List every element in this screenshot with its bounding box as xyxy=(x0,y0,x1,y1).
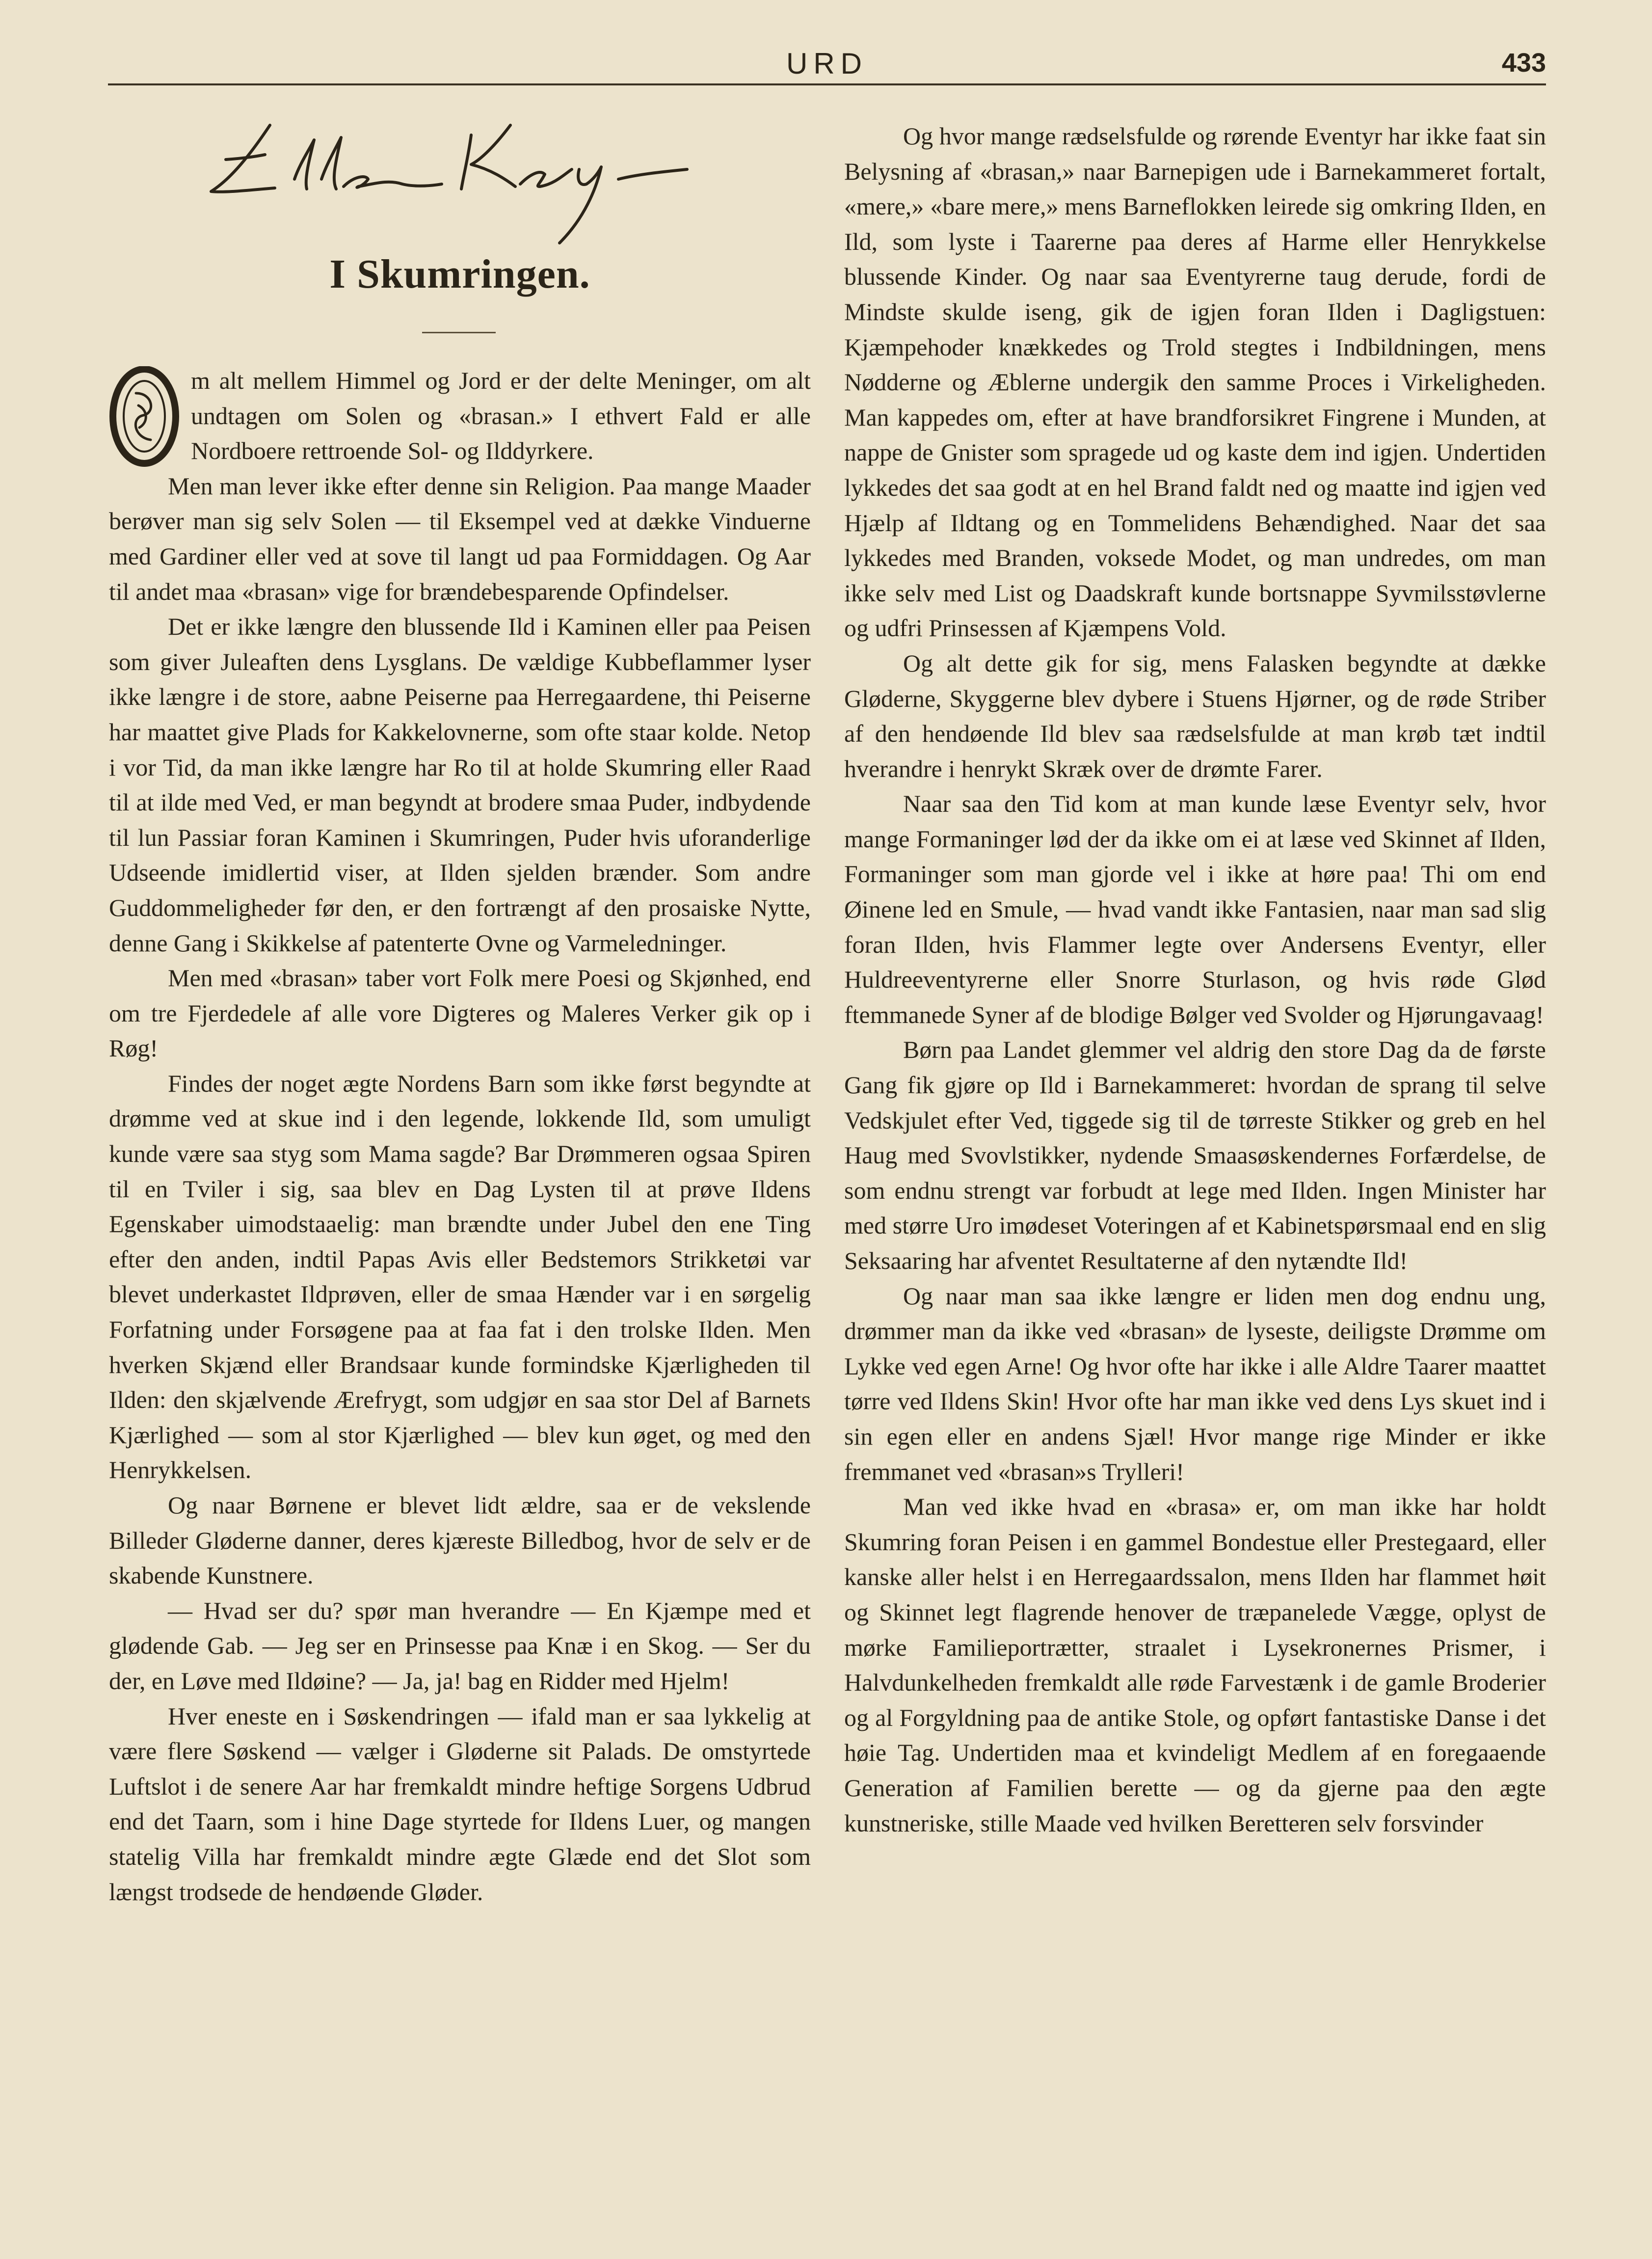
paragraph xyxy=(109,363,811,469)
signature-handwriting-icon xyxy=(196,106,712,248)
page-number: 433 xyxy=(1501,48,1546,78)
article-title: I Skumringen. xyxy=(329,251,590,297)
paragraph: Men med «brasan» taber vort Folk mere Poesi og Skjønhed, end om tre Fjerdedele af alle vore Digteres og Maleres Verker gik op i Røg! xyxy=(109,964,811,1062)
title-divider xyxy=(422,332,496,333)
paragraph: Hver eneste en i Søskendringen — ifald man er saa lykkelig at være flere Søskend — vælger i Gløderne sit Palads. De omstyrtede Luftslot i de senere Aar har fremkaldt mindre heftige Sorgens Udbrud end det Taarn, som i hine Dage styrtede for Ildens Luer, og mangen statelig Villa har fremkaldt mindre ægte Glæde end det Slot som længst trodsede de hendøende Gløder. xyxy=(109,1702,811,1906)
paragraph: Og naar Børnene er blevet lidt ældre, saa er de vekslende Billeder Gløderne danner, deres kjæreste Billedbog, hvor de selv er de skabende Kunstnere. xyxy=(109,1491,811,1589)
drop-cap-o-icon xyxy=(109,366,180,467)
paragraph: Børn paa Landet glemmer vel aldrig den store Dag da de første Gang fik gjøre op Ild i Barnekammeret: hvordan de sprang til selve Vedskjulet efter Ved, tiggede sig til de tørreste Stikker og greb en hel Haug med Svovlstikker, nydende Smaasøskendernes Forfærdelse, de som endnu strengt var forbudt at lege med Ilden. Ingen Minister har med større Uro imødeset Voteringen af et Kabinetspørsmaal end en slig Seksaaring har afventet Resultaterne af den nytændte Ild! xyxy=(844,1036,1546,1274)
paragraph-text: m alt mellem Himmel og Jord er der delte Meninger, om alt undtagen om Solen og «brasan.» I ethvert Fald er alle Nordboere rettroende Sol- og Ilddyrkere. xyxy=(191,367,811,465)
paragraph: Og hvor mange rædselsfulde og rørende Eventyr har ikke faat sin Belysning af «brasan,» naar Barnepigen ude i Barnekammeret fortalt, «mere,» «bare mere,» mens Barneflokken leirede sig omkring Ilden, en Ild, som lyste i Taarerne paa deres af Harme eller Henrykkelse blussende Kinder. Og naar saa Eventyrerne taug derude, fordi de Mindste skulde iseng, gik de igjen foran Ilden i Dagligstuen: Kjæmpehoder knækkedes og Trold stegtes i Indbildningen, mens Nødderne og Æblerne undergik den samme Proces i Virkeligheden. Man kappedes om, efter at have brandforsikret Fingrene i Munden, at nappe de Gnister som spragede ud og kaste dem ind igjen. Undertiden lykkedes det saa godt at en hel Brand faldt ned og maatte ind igjen ved Hjælp af Ildtang og en Tommelidens Behændighed. Naar det saa lykkedes med Branden, voksede Modet, og man undredes, om man ikke selv med List og Daadskraft kunde bortsnappe Syvmilsstøvlerne og udfri Prinsessen af Kjæmpens Vold. xyxy=(844,122,1546,642)
paragraph: Man ved ikke hvad en «brasa» er, om man ikke har holdt Skumring foran Peisen i en gammel Bondestue eller Prestegaard, eller kanske aller helst i en Herregaardssalon, mens Ilden har flammet høit og Skinnet legt flagrende henover de træpanelede Vægge, oplyst de mørke Familieportrætter, straalet i Lysekronernes Prismer, i Halvdunkelheden fremkaldt alle røde Farvestænk i de gamle Broderier og al Forgyldning paa de antike Stole, og opført fantastiske Danse i det høie Tag. Undertiden maa et kvindeligt Medlem af en foregaaende Generation af Familien berette — og da gjerne paa den ægte kunstneriske, stille Maade ved hvilken Beretteren selv forsvinder xyxy=(844,1493,1546,1837)
paragraph: Og naar man saa ikke længre er liden men dog endnu ung, drømmer man da ikke ved «brasan» de lyseste, deiligste Drømme om Lykke ved egen Arne! Og hvor ofte har ikke i alle Aldre Taarer maattet tørre ved Ildens Skin! Hvor ofte har man ikke ved dens Lys skuet ind i sin egen eller en andens Sjæl! Hvor mange rige Minder er ikke fremmanet ved «brasan»s Trylleri! xyxy=(844,1282,1546,1485)
author-signature xyxy=(196,106,712,248)
running-header xyxy=(108,47,1546,86)
header-rule xyxy=(108,83,1546,85)
paragraph: Men man lever ikke efter denne sin Religion. Paa mange Maader berøver man sig selv Solen — til Eksempel ved at dække Vinduerne med Gardiner eller ved at sove til langt ud paa Formiddagen. Og Aar til andet maa «brasan» vige for brændebesparende Opfindelser. xyxy=(109,472,811,605)
paragraph: — Hvad ser du? spør man hverandre — En Kjæmpe med et glødende Gab. — Jeg ser en Prinsesse paa Knæ i en Skog. — Ser du der, en Løve med Ildøine? — Ja, ja! bag en Ridder med Hjelm! xyxy=(109,1596,811,1694)
right-column xyxy=(844,119,1546,1841)
paragraph: Det er ikke længre den blussende Ild i Kaminen eller paa Peisen som giver Juleaften dens Lysglans. De vældige Kubbeflammer lyser ikke længre i de store, aabne Peiserne paa Herregaardene, thi Peiserne har maattet give Plads for Kakkelovnerne, som ofte staar kolde. Netop i vor Tid, da man ikke længre har Ro til at holde Skumring eller Raad til at ilde med Ved, er man begyndt at brodere smaa Puder, indbydende til lun Passiar foran Kaminen i Skumringen, Puder hvis uforanderlige Udseende imidlertid viser, at Ilden sjelden brænder. Som andre Guddommeligheder før den, er den fortrængt af den prosaiske Nytte, denne Gang i Skikkelse af patenterte Ovne og Varmeledninger. xyxy=(109,613,811,957)
journal-title: URD xyxy=(786,47,868,80)
paragraph: Og alt dette gik for sig, mens Falasken begyndte at dække Gløderne, Skyggerne blev dybere i Stuens Hjørner, og de røde Striber af den hendøende Ild blev saa rædselsfulde at man krøb tæt indtil hverandre i henrykt Skræk over de drømte Farer. xyxy=(844,649,1546,782)
left-column xyxy=(109,363,811,1909)
paragraph: Findes der noget ægte Nordens Barn som ikke først begyndte at drømme ved at skue ind i den legende, lokkende Ild, som umuligt kunde være saa styg som Mama sagde? Bar Drømmeren ogsaa Spiren til en Tviler i sig, saa blev en Dag Lysten til at prøve Ildens Egenskaber uimodstaaelig: man brændte under Jubel den ene Ting efter den anden, indtil Papas Avis eller Bedstemors Strikketøi var blevet underkastet Ildprøven, eller de smaa Hænder var i en sørgelig Forfatning under Forsøgene paa at faa fat i den trolske Ilden. Men hverken Skjænd eller Brandsaar kunde formindske Kjærligheden til Ilden: den skjælvende Ærefrygt, som udgjør en saa stor Del af Barnets Kjærlighed — som al stor Kjærlighed — blev kun øget, og med den Henrykkelsen. xyxy=(109,1069,811,1484)
paragraph: Naar saa den Tid kom at man kunde læse Eventyr selv, hvor mange Formaninger lød der da ikke om ei at læse ved Skinnet af Ilden, Formaninger som man gjorde vel i ikke at høre paa! Thi om end Øinene led en Smule, — hvad vandt ikke Fantasien, naar man sad slig foran Ilden, hvis Flammer legte over Andersens Eventyr, eller Huldreeventyrerne eller Snorre Sturlason, og hvis røde Glød ftemmanede Syner af de blodige Bølger ved Svolder og Hjørungavaag! xyxy=(844,790,1546,1028)
